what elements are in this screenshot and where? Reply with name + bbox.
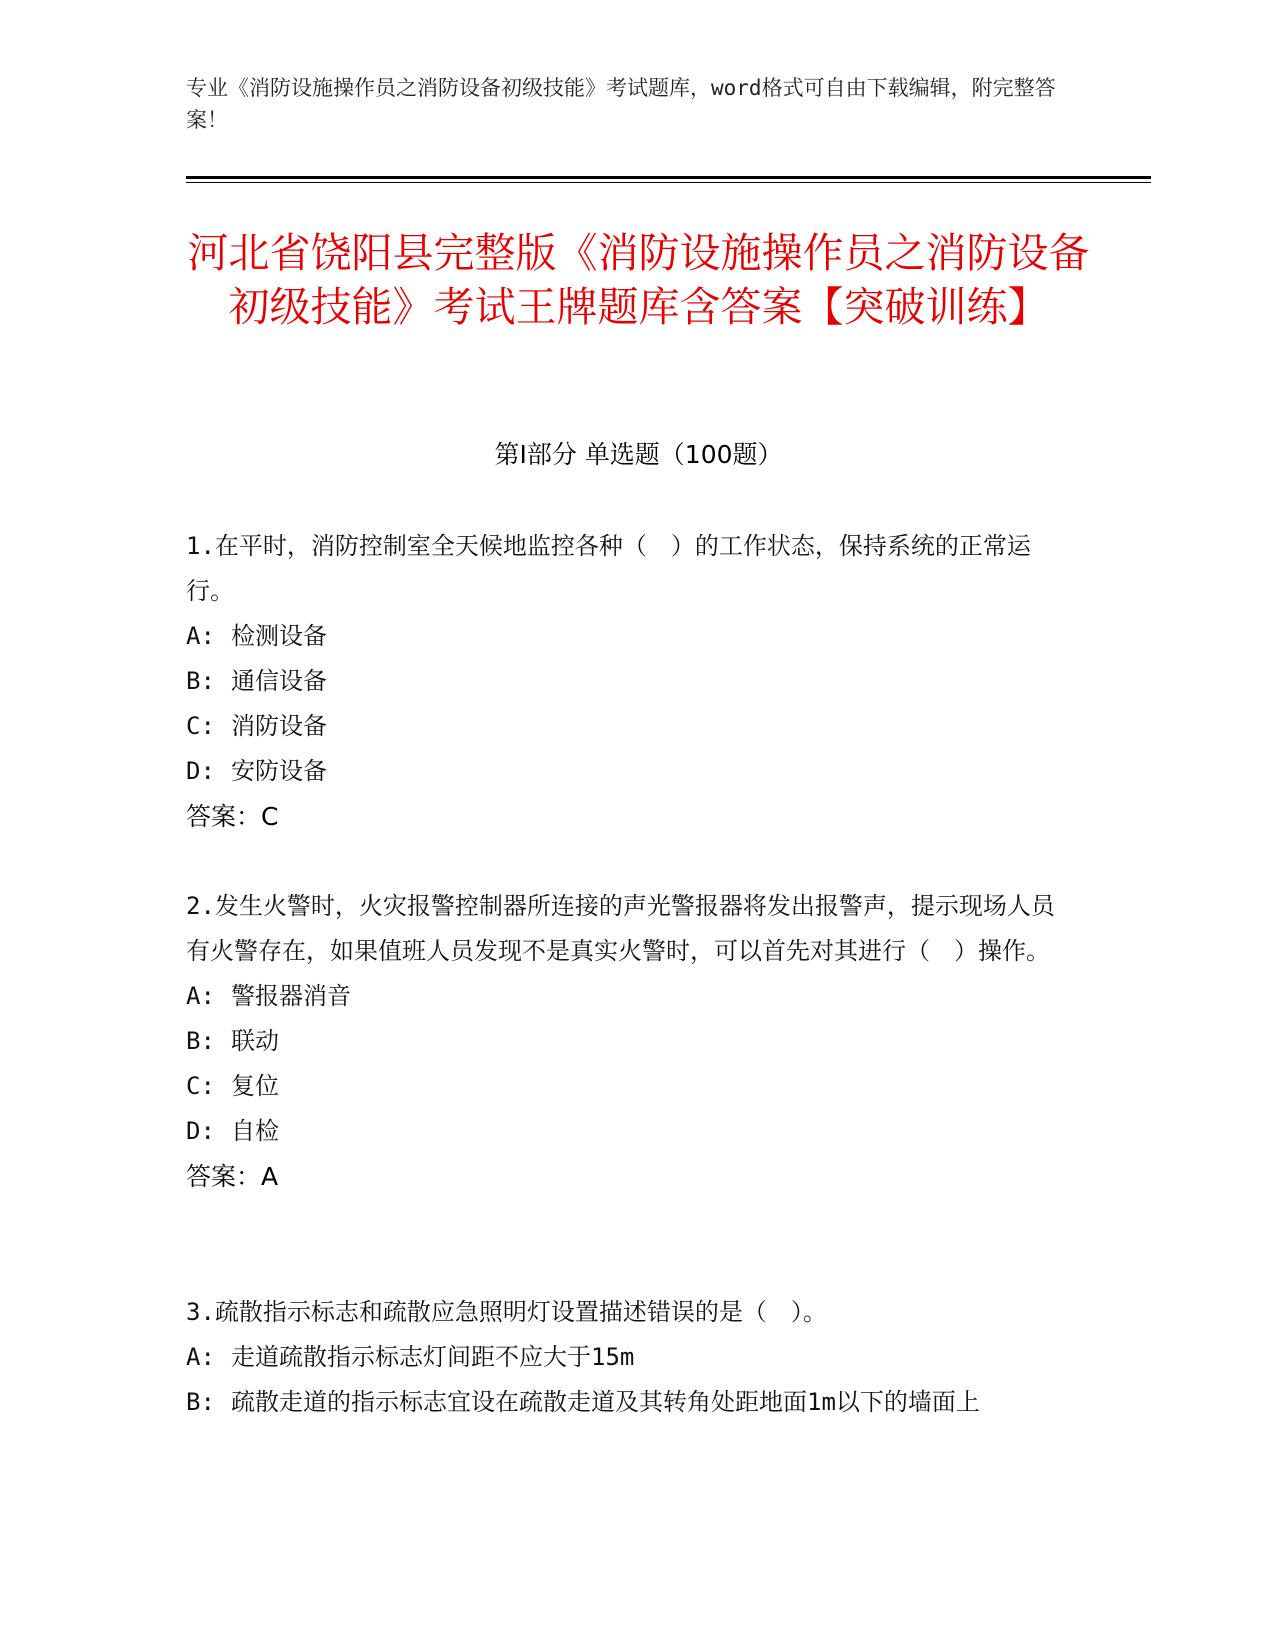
option-a (186, 614, 1066, 659)
option-key: B: (186, 667, 215, 695)
option-text: 检测设备 (231, 622, 327, 650)
option-key: A: (186, 982, 215, 1010)
document-title: 河北省饶阳县完整版《消防设施操作员之消防设备初级技能》考试王牌题库含答案【突破训练】 (187, 229, 1090, 331)
option-key: D: (186, 1117, 215, 1145)
option-b (186, 1380, 1066, 1425)
header-note: 专业《消防设施操作员之消防设备初级技能》考试题库，word格式可自由下载编辑，附完整答案！ (186, 76, 1056, 132)
question-text: 1.在平时，消防控制室全天候地监控各种（ ）的工作状态，保持系统的正常运行。 (186, 532, 1031, 605)
option-b (186, 659, 1066, 704)
option-a (186, 1335, 1066, 1380)
option-text: 自检 (231, 1117, 279, 1145)
option-text: 安防设备 (231, 757, 327, 785)
option-key: D: (186, 757, 215, 785)
option-text: 通信设备 (231, 667, 327, 695)
question-3 (186, 1290, 1066, 1425)
option-key: C: (186, 712, 215, 740)
option-key: A: (186, 622, 215, 650)
section-heading: 第I部分 单选题（100题） (494, 440, 783, 469)
option-text: 疏散走道的指示标志宜设在疏散走道及其转角处距地面1m以下的墙面上 (231, 1388, 980, 1416)
header-divider-thick (186, 176, 1151, 179)
option-text: 联动 (231, 1027, 279, 1055)
option-a (186, 974, 1066, 1019)
option-c (186, 704, 1066, 749)
option-b (186, 1019, 1066, 1064)
option-d (186, 749, 1066, 794)
question-1 (186, 524, 1066, 839)
header-divider-thin (186, 182, 1151, 183)
question-2 (186, 884, 1066, 1199)
option-text: 警报器消音 (231, 982, 351, 1010)
answer-line: 答案：C (186, 802, 279, 831)
option-d (186, 1109, 1066, 1154)
option-text: 走道疏散指示标志灯间距不应大于15m (231, 1343, 635, 1371)
option-text: 复位 (231, 1072, 279, 1100)
option-key: B: (186, 1388, 215, 1416)
option-key: B: (186, 1027, 215, 1055)
question-text: 2.发生火警时，火灾报警控制器所连接的声光警报器将发出报警声，提示现场人员有火警存在，如果值班人员发现不是真实火警时，可以首先对其进行（ ）操作。 (186, 892, 1055, 965)
answer-line: 答案：A (186, 1162, 279, 1191)
option-text: 消防设备 (231, 712, 327, 740)
option-key: A: (186, 1343, 215, 1371)
question-text: 3.疏散指示标志和疏散应急照明灯设置描述错误的是（ ）。 (186, 1298, 827, 1326)
option-key: C: (186, 1072, 215, 1100)
option-c (186, 1064, 1066, 1109)
